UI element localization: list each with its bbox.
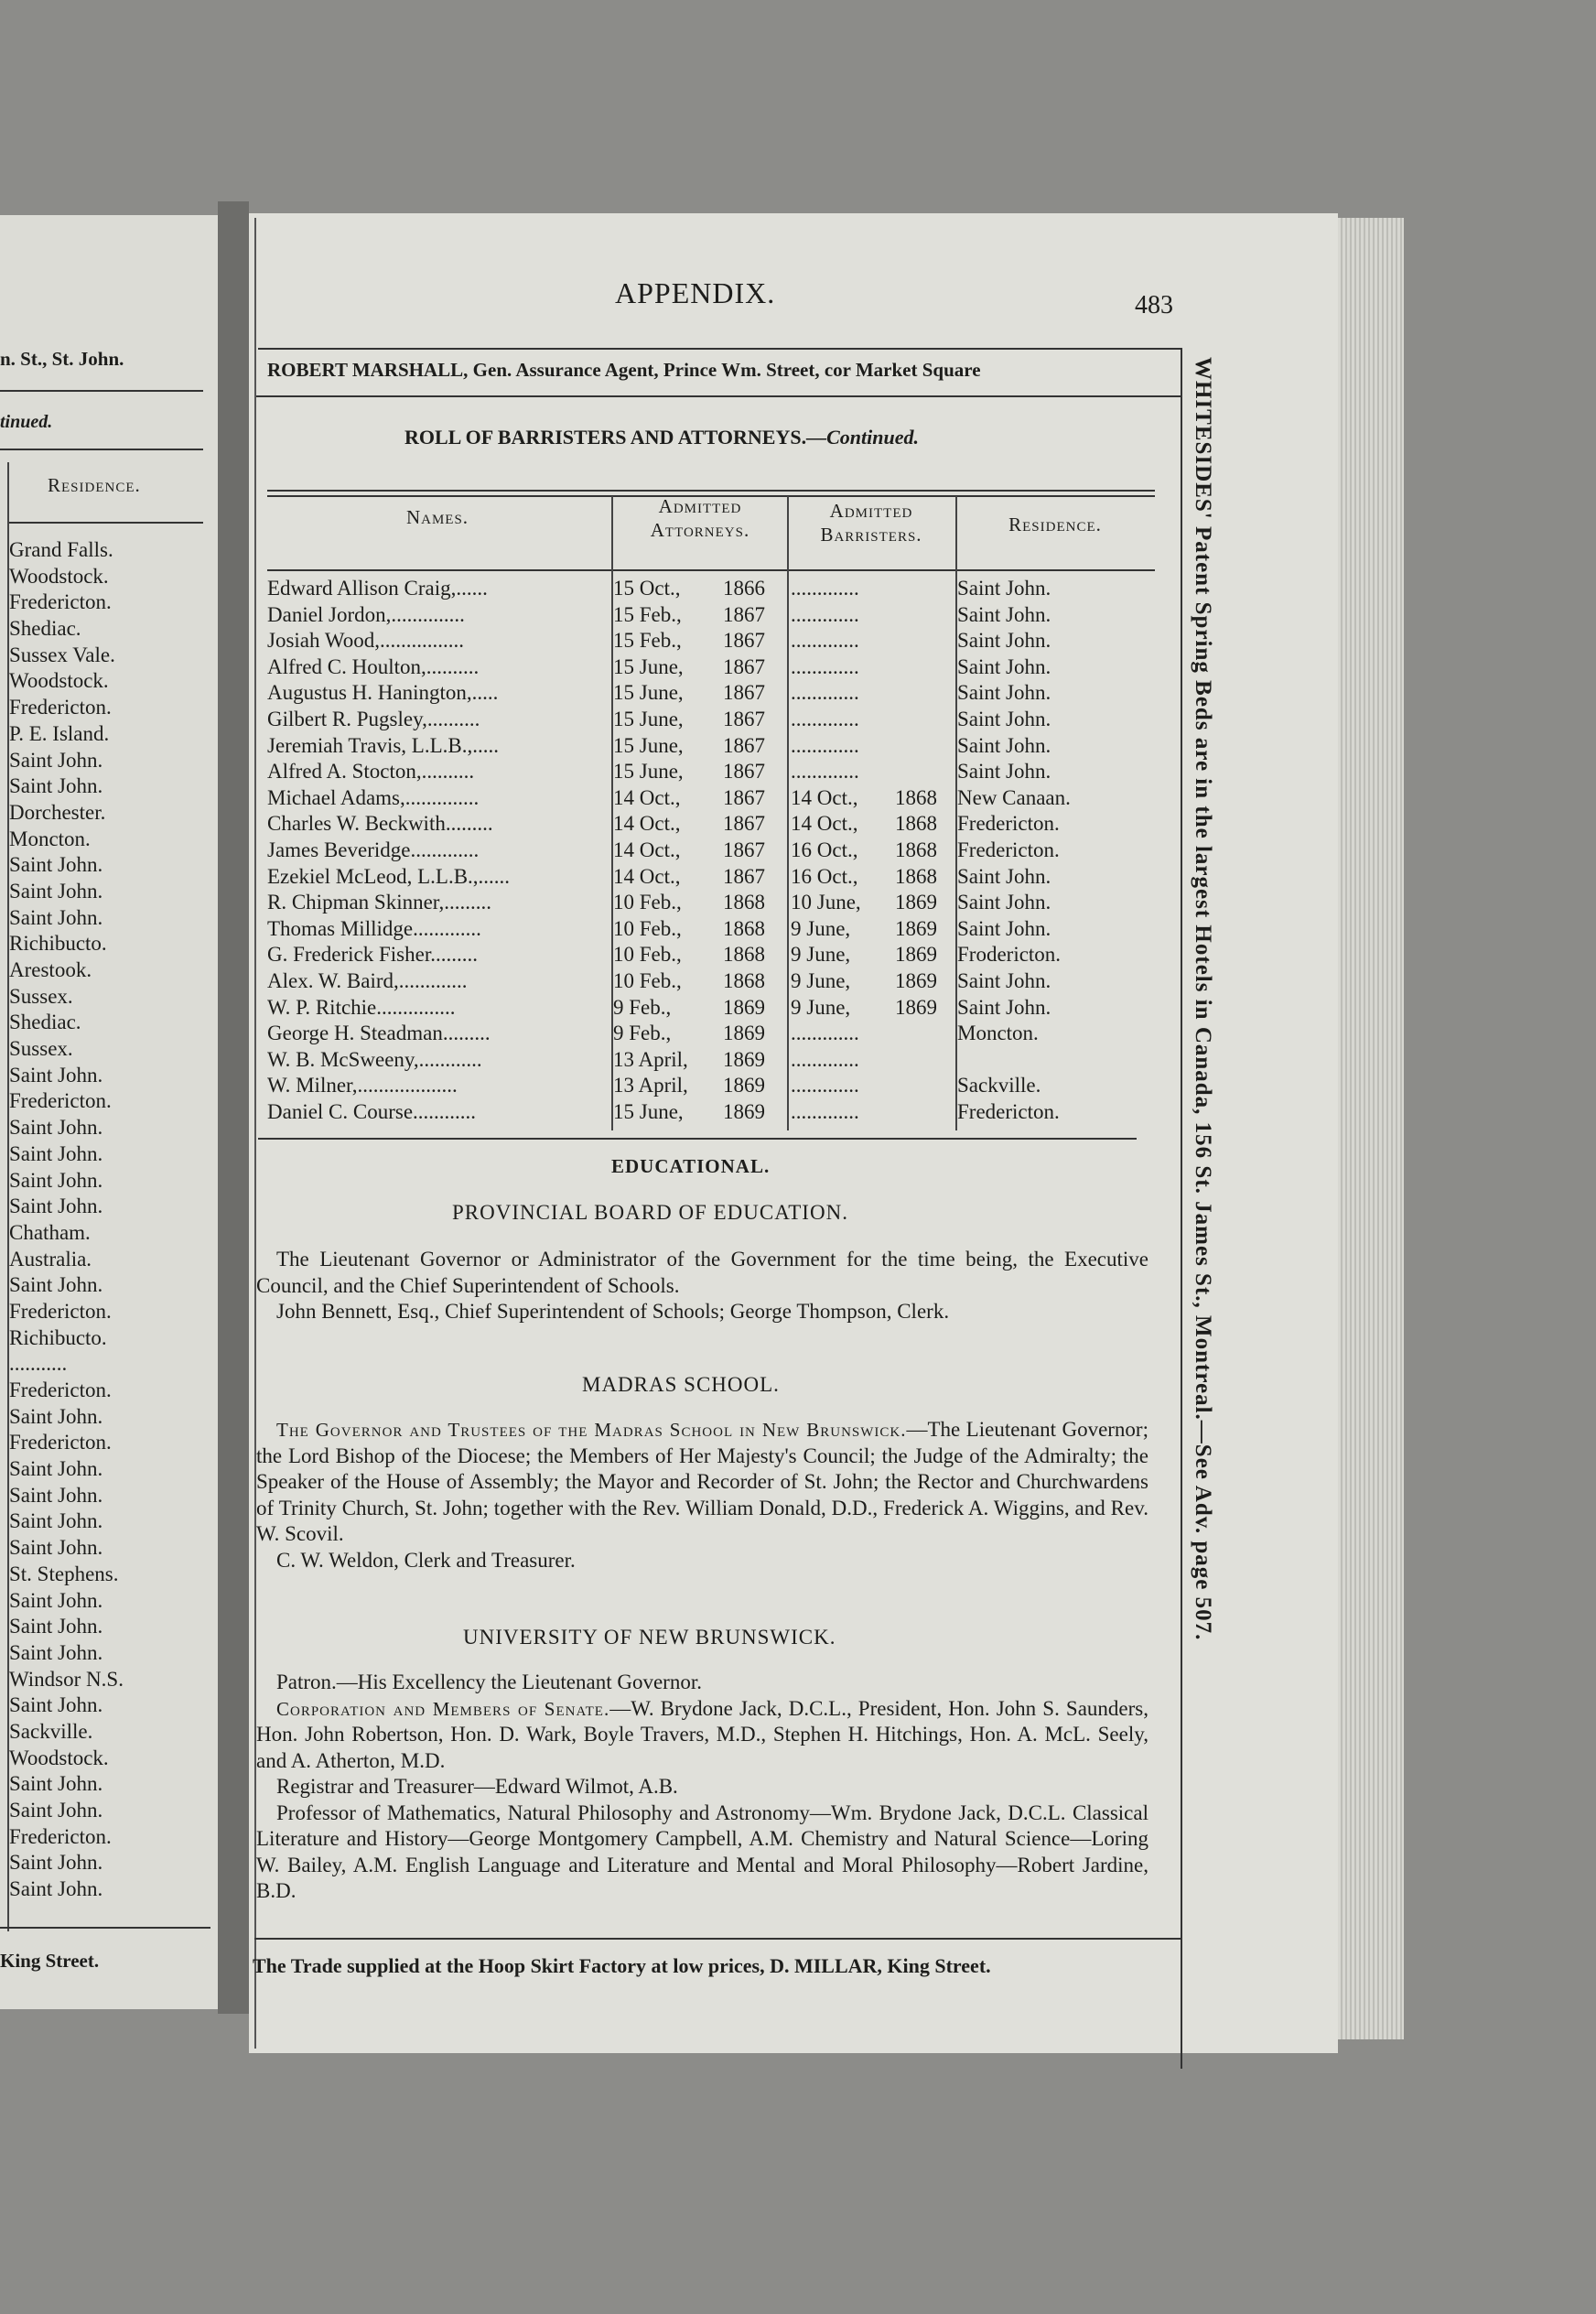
roll-attorney-date: 14 Oct., bbox=[613, 785, 681, 809]
table-row bbox=[267, 968, 1182, 995]
roll-name: Edward Allison Craig,...... bbox=[267, 577, 488, 600]
roll-attorney-year: 1867 bbox=[723, 602, 765, 626]
top-advertisement: ROBERT MARSHALL, Gen. Assurance Agent, Prince Wm. Street, cor Market Square bbox=[267, 359, 981, 381]
roll-name: George H. Steadman......... bbox=[267, 1022, 491, 1045]
roll-attorney-year: 1868 bbox=[723, 943, 765, 967]
side-advertisement-text: WHITESIDES' Patent Spring Beds are in the largest Hotels in Canada, 156 St. James St., Montreal.—See Adv. page 507. bbox=[1191, 357, 1215, 1641]
table-row bbox=[267, 811, 1182, 838]
left-residence-item: Saint John. bbox=[9, 1457, 103, 1481]
roll-name: W. Milner,................... bbox=[267, 1074, 458, 1098]
provincial-board-heading: PROVINCIAL BOARD OF EDUCATION. bbox=[452, 1201, 848, 1224]
roll-name: Thomas Millidge............. bbox=[267, 916, 481, 940]
table-row bbox=[267, 707, 1182, 733]
roll-residence: Saint John. bbox=[957, 916, 1051, 940]
roll-residence: Saint John. bbox=[957, 995, 1051, 1019]
roll-name: Daniel Jordon,.............. bbox=[267, 602, 465, 626]
page-edges bbox=[1338, 218, 1404, 2039]
table-row bbox=[267, 628, 1182, 654]
unb-paragraph-registrar: Registrar and Treasurer—Edward Wilmot, A.B. bbox=[276, 1775, 678, 1798]
left-residence-item: Fredericton. bbox=[9, 1824, 112, 1848]
left-residence-item: Saint John. bbox=[9, 1772, 103, 1796]
roll-barrister-year: 1868 bbox=[895, 785, 937, 809]
left-table-top-rule bbox=[0, 449, 203, 450]
roll-attorney-year: 1867 bbox=[723, 838, 765, 861]
left-residence-item: ........... bbox=[9, 1352, 68, 1376]
roll-attorney-date: 15 Feb., bbox=[613, 602, 682, 626]
ad-box-top-rule bbox=[258, 348, 1182, 350]
roll-title: ROLL OF BARRISTERS AND ATTORNEYS.—Continued. bbox=[404, 426, 919, 449]
roll-barrister-date: ............. bbox=[791, 707, 859, 730]
table-head-rule bbox=[267, 569, 1155, 571]
left-residence-item: Shediac. bbox=[9, 617, 81, 641]
table-row bbox=[267, 1073, 1182, 1099]
roll-attorney-date: 15 Oct., bbox=[613, 577, 681, 600]
roll-attorney-date: 10 Feb., bbox=[613, 916, 682, 940]
table-row bbox=[267, 838, 1182, 864]
roll-attorney-year: 1869 bbox=[723, 1047, 765, 1071]
left-residence-item: Sussex. bbox=[9, 984, 73, 1008]
left-header-rule bbox=[0, 390, 203, 392]
left-continued-label: tinued. bbox=[0, 412, 53, 432]
roll-attorney-year: 1867 bbox=[723, 707, 765, 730]
roll-barrister-year: 1869 bbox=[895, 891, 937, 914]
table-row bbox=[267, 1099, 1182, 1126]
roll-attorney-year: 1867 bbox=[723, 864, 765, 888]
roll-barrister-date: 14 Oct., bbox=[791, 812, 858, 836]
roll-barrister-date: 9 June, bbox=[791, 995, 851, 1019]
left-residence-item: Saint John. bbox=[9, 853, 103, 877]
left-residence-item: Sussex Vale. bbox=[9, 643, 115, 666]
roll-attorney-year: 1867 bbox=[723, 812, 765, 836]
col-head-residence: Residence. bbox=[1008, 514, 1102, 535]
table-row bbox=[267, 733, 1182, 760]
provincial-board-text bbox=[256, 1247, 1148, 1325]
roll-name: Charles W. Beckwith......... bbox=[267, 812, 493, 836]
roll-attorney-date: 15 June, bbox=[613, 707, 684, 730]
roll-attorney-date: 9 Feb., bbox=[613, 995, 672, 1019]
book-gutter bbox=[218, 201, 249, 2014]
left-residence-item: Saint John. bbox=[9, 748, 103, 772]
roll-attorney-date: 13 April, bbox=[613, 1074, 688, 1098]
roll-residence: Sackville. bbox=[957, 1074, 1041, 1098]
roll-attorney-date: 10 Feb., bbox=[613, 968, 682, 992]
roll-barrister-date: ............. bbox=[791, 681, 859, 705]
roll-barrister-year: 1868 bbox=[895, 864, 937, 888]
left-residence-item: Saint John. bbox=[9, 1404, 103, 1428]
roll-barrister-date: ............. bbox=[791, 629, 859, 653]
roll-barrister-date: 16 Oct., bbox=[791, 864, 858, 888]
roll-name: Alfred A. Stocton,.......... bbox=[267, 760, 475, 784]
left-residence-item: Fredericton. bbox=[9, 1379, 112, 1401]
roll-attorney-date: 15 June, bbox=[613, 1099, 684, 1123]
left-residence-item: Saint John. bbox=[9, 1509, 103, 1533]
roll-attorney-date: 15 June, bbox=[613, 654, 684, 678]
educational-heading: EDUCATIONAL. bbox=[611, 1155, 771, 1177]
bottom-advertisement: The Trade supplied at the Hoop Skirt Factory at low prices, D. MILLAR, King Street. bbox=[253, 1954, 991, 1977]
roll-attorney-year: 1869 bbox=[723, 1074, 765, 1098]
left-residence-item: Saint John. bbox=[9, 879, 103, 903]
roll-residence: New Canaan. bbox=[957, 785, 1071, 809]
roll-barrister-year: 1869 bbox=[895, 916, 937, 940]
left-residence-item: Chatham. bbox=[9, 1220, 91, 1244]
roll-residence: Fredericton. bbox=[957, 812, 1060, 836]
footer-rule bbox=[254, 1938, 1181, 1940]
left-residence-item: Saint John. bbox=[9, 1799, 103, 1822]
roll-barrister-year: 1869 bbox=[895, 968, 937, 992]
roll-attorney-date: 10 Feb., bbox=[613, 943, 682, 967]
roll-attorney-year: 1868 bbox=[723, 891, 765, 914]
roll-barrister-date: ............. bbox=[791, 654, 859, 678]
table-row bbox=[267, 759, 1182, 785]
roll-barrister-date: 9 June, bbox=[791, 916, 851, 940]
table-row bbox=[267, 602, 1182, 629]
roll-name: Augustus H. Hanington,..... bbox=[267, 681, 499, 705]
roll-name: G. Frederick Fisher......... bbox=[267, 943, 478, 967]
madras-paragraph-2: C. W. Weldon, Clerk and Treasurer. bbox=[276, 1548, 576, 1572]
left-residence-item: Saint John. bbox=[9, 1483, 103, 1507]
roll-attorney-year: 1869 bbox=[723, 1022, 765, 1045]
table-row bbox=[267, 916, 1182, 943]
roll-barrister-date: ............. bbox=[791, 1074, 859, 1098]
col-head-names: Names. bbox=[405, 506, 469, 528]
left-residence-item: Moncton. bbox=[9, 827, 91, 850]
roll-attorney-year: 1869 bbox=[723, 995, 765, 1019]
roll-barrister-date: ............. bbox=[791, 1099, 859, 1123]
madras-body: —The Lieutenant Governor; the Lord Bishop of the Diocese; the Members of Her Majesty's Council; the Judge of the Admiralty; the Speaker of the House of Assembly; the Mayor and Recorder of St. John; the Rector and Churchwardens of Trinity Church, St. John; together with the Rev. William Donald, D.D., Frederick A. Wiggins, and Rev. W. Scovil. bbox=[256, 1418, 1148, 1545]
unb-paragraph-patron: Patron.—His Excellency the Lieutenant Governor. bbox=[276, 1671, 702, 1693]
roll-name: W. P. Ritchie............... bbox=[267, 995, 456, 1019]
roll-barrister-date: ............. bbox=[791, 733, 859, 757]
roll-attorney-date: 15 June, bbox=[613, 733, 684, 757]
left-residence-item: Saint John. bbox=[9, 1168, 103, 1192]
roll-attorney-date: 15 Feb., bbox=[613, 629, 682, 653]
roll-name: R. Chipman Skinner,......... bbox=[267, 891, 492, 914]
roll-attorney-year: 1868 bbox=[723, 916, 765, 940]
left-residence-item: Shediac. bbox=[9, 1011, 81, 1034]
provincial-paragraph-1: The Lieutenant Governor or Administrator of the Government for the time being, the Executive Council, and the Chief Superintendent of Schools. bbox=[256, 1248, 1148, 1297]
left-residence-item: Fredericton. bbox=[9, 1431, 112, 1454]
roll-residence: Saint John. bbox=[957, 733, 1051, 757]
roll-barrister-date: 16 Oct., bbox=[791, 838, 858, 861]
roll-residence: Saint John. bbox=[957, 629, 1051, 653]
roll-barrister-date: ............. bbox=[791, 577, 859, 600]
left-bottom-rule bbox=[0, 1927, 210, 1929]
roll-residence: Saint John. bbox=[957, 654, 1051, 678]
madras-school-heading: MADRAS SCHOOL. bbox=[582, 1373, 780, 1396]
roll-attorney-year: 1867 bbox=[723, 654, 765, 678]
left-residence-item: Saint John. bbox=[9, 1640, 103, 1664]
roll-attorney-year: 1867 bbox=[723, 681, 765, 705]
page-number: 483 bbox=[1135, 291, 1173, 319]
roll-name: Gilbert R. Pugsley,.......... bbox=[267, 707, 480, 730]
table-row bbox=[267, 1021, 1182, 1047]
roll-attorney-year: 1867 bbox=[723, 760, 765, 784]
table-row bbox=[267, 864, 1182, 891]
left-residence-item: Sussex. bbox=[9, 1037, 73, 1061]
left-residence-item: Richibucto. bbox=[9, 932, 107, 956]
left-residence-item: Richibucto. bbox=[9, 1325, 107, 1349]
left-residence-item: Saint John. bbox=[9, 905, 103, 929]
unb-senate-lead: Corporation and Members of Senate. bbox=[276, 1697, 610, 1720]
left-residence-item: Saint John. bbox=[9, 1877, 103, 1901]
unb-senate-body: —W. Brydone Jack, D.C.L., President, Hon. John S. Saunders, Hon. John Robertson, Hon. D. Wark, Boyle Travers, M.D., Stephen H. Hitchings, Hon. A. McL. Seely, and A. Atherton, M.D. bbox=[256, 1696, 1148, 1772]
roll-attorney-date: 14 Oct., bbox=[613, 864, 681, 888]
roll-name: Daniel C. Course............ bbox=[267, 1099, 477, 1123]
left-residence-item: P. E. Island. bbox=[9, 721, 110, 745]
table-row bbox=[267, 942, 1182, 968]
left-residence-item: Grand Falls. bbox=[9, 538, 113, 561]
roll-attorney-year: 1867 bbox=[723, 629, 765, 653]
roll-barrister-year: 1869 bbox=[895, 943, 937, 967]
table-row bbox=[267, 995, 1182, 1022]
left-residence-item: Dorchester. bbox=[9, 800, 106, 824]
side-advertisement bbox=[1188, 357, 1224, 1986]
roll-barrister-year: 1868 bbox=[895, 838, 937, 861]
roll-residence: Fredericton. bbox=[957, 1099, 1060, 1123]
ad-top-bottom-rule bbox=[256, 395, 1182, 397]
left-residence-item: Saint John. bbox=[9, 1273, 103, 1297]
left-residence-item: Sackville. bbox=[9, 1719, 93, 1743]
roll-attorney-date: 13 April, bbox=[613, 1047, 688, 1071]
roll-barrister-year: 1868 bbox=[895, 812, 937, 836]
roll-barrister-date: ............. bbox=[791, 760, 859, 784]
unb-paragraph-professors: Professor of Mathematics, Natural Philosophy and Astronomy—Wm. Brydone Jack, D.C.L. Classical Literature and History—George Montgomery Campbell, A.M. Chemistry and Natural Science—Loring W. Bailey, A.M. English Language and Literature and Mental and Moral Philosophy—Robert Jardine, B.D. bbox=[256, 1800, 1148, 1902]
left-residence-item: Saint John. bbox=[9, 1195, 103, 1218]
roll-attorney-date: 15 June, bbox=[613, 681, 684, 705]
left-residence-item: Saint John. bbox=[9, 1851, 103, 1875]
left-residence-item: Windsor N.S. bbox=[9, 1667, 124, 1691]
left-residence-item: Saint John. bbox=[9, 1116, 103, 1140]
left-residence-list bbox=[9, 537, 210, 1903]
table-row bbox=[267, 576, 1182, 602]
col-head-barristers: Admitted Barristers. bbox=[820, 500, 922, 546]
roll-attorney-year: 1866 bbox=[723, 577, 765, 600]
madras-school-text bbox=[256, 1417, 1148, 1573]
unb-text bbox=[256, 1670, 1148, 1905]
left-residence-item: Woodstock. bbox=[9, 1746, 109, 1769]
roll-barrister-date: 10 June, bbox=[791, 891, 861, 914]
left-page-footer: King Street. bbox=[0, 1950, 100, 1972]
roll-name: James Beveridge............. bbox=[267, 838, 480, 861]
left-column-head-rule bbox=[9, 522, 203, 524]
left-residence-item: Australia. bbox=[9, 1247, 92, 1271]
unb-heading: UNIVERSITY OF NEW BRUNSWICK. bbox=[463, 1626, 836, 1649]
left-column-head-residence: Residence. bbox=[48, 474, 141, 496]
roll-attorney-date: 10 Feb., bbox=[613, 891, 682, 914]
table-row bbox=[267, 1047, 1182, 1074]
table-row bbox=[267, 680, 1182, 707]
table-top-rule-1 bbox=[267, 490, 1155, 492]
left-residence-item: Saint John. bbox=[9, 1536, 103, 1560]
left-residence-item: Woodstock. bbox=[9, 669, 109, 693]
left-residence-item: Woodstock. bbox=[9, 564, 109, 588]
left-residence-item: Saint John. bbox=[9, 1588, 103, 1612]
roll-attorney-year: 1867 bbox=[723, 785, 765, 809]
table-row bbox=[267, 785, 1182, 812]
table-row bbox=[267, 890, 1182, 916]
roll-barrister-date: ............. bbox=[791, 602, 859, 626]
left-residence-item: Fredericton. bbox=[9, 696, 112, 719]
roll-name: Michael Adams,.............. bbox=[267, 785, 480, 809]
left-residence-item: Saint John. bbox=[9, 1063, 103, 1087]
roll-residence: Saint John. bbox=[957, 602, 1051, 626]
roll-attorney-date: 14 Oct., bbox=[613, 812, 681, 836]
roll-residence: Saint John. bbox=[957, 968, 1051, 992]
left-residence-item: St. Stephens. bbox=[9, 1562, 119, 1585]
unb-paragraph-senate bbox=[256, 1696, 1148, 1775]
roll-residence: Saint John. bbox=[957, 760, 1051, 784]
roll-name: Alfred C. Houlton,.......... bbox=[267, 654, 480, 678]
roll-attorney-date: 9 Feb., bbox=[613, 1022, 672, 1045]
roll-residence: Saint John. bbox=[957, 681, 1051, 705]
roll-name: Alex. W. Baird,............. bbox=[267, 968, 468, 992]
roll-barrister-date: 9 June, bbox=[791, 968, 851, 992]
roll-residence: Saint John. bbox=[957, 891, 1051, 914]
left-residence-item: Saint John. bbox=[9, 1693, 103, 1717]
table-row bbox=[267, 654, 1182, 681]
roll-name: Jeremiah Travis, L.L.B.,..... bbox=[267, 733, 499, 757]
roll-residence: Saint John. bbox=[957, 577, 1051, 600]
roll-barrister-year: 1869 bbox=[895, 995, 937, 1019]
roll-attorney-year: 1869 bbox=[723, 1099, 765, 1123]
left-page-header: n. St., St. John. bbox=[0, 348, 124, 370]
roll-residence: Frodericton. bbox=[957, 943, 1062, 967]
table-bottom-rule bbox=[258, 1138, 1137, 1140]
left-residence-item: Saint John. bbox=[9, 774, 103, 798]
roll-table-body bbox=[267, 576, 1182, 1125]
roll-name: Josiah Wood,................ bbox=[267, 629, 464, 653]
roll-barrister-date: 9 June, bbox=[791, 943, 851, 967]
left-residence-item: Fredericton. bbox=[9, 590, 112, 614]
roll-residence: Saint John. bbox=[957, 864, 1051, 888]
madras-lead: The Governor and Trustees of the Madras School in New Brunswick. bbox=[276, 1419, 907, 1441]
roll-barrister-date: 14 Oct., bbox=[791, 785, 858, 809]
roll-residence: Moncton. bbox=[957, 1022, 1039, 1045]
roll-attorney-year: 1868 bbox=[723, 968, 765, 992]
madras-paragraph-1 bbox=[256, 1417, 1148, 1548]
col-head-attorneys: Admitted Attorneys. bbox=[650, 495, 750, 541]
roll-residence: Saint John. bbox=[957, 707, 1051, 730]
roll-attorney-year: 1867 bbox=[723, 733, 765, 757]
left-residence-item: Saint John. bbox=[9, 1141, 103, 1165]
left-residence-item: Fredericton. bbox=[9, 1299, 112, 1323]
roll-residence: Fredericton. bbox=[957, 838, 1060, 861]
left-residence-item: Saint John. bbox=[9, 1615, 103, 1638]
provincial-paragraph-2: John Bennett, Esq., Chief Superintendent of Schools; George Thompson, Clerk. bbox=[276, 1300, 950, 1323]
roll-attorney-date: 15 June, bbox=[613, 760, 684, 784]
running-head: APPENDIX. bbox=[615, 276, 776, 309]
roll-barrister-date: ............. bbox=[791, 1022, 859, 1045]
roll-name: W. B. McSweeny,............ bbox=[267, 1047, 482, 1071]
roll-name: Ezekiel McLeod, L.L.B.,...... bbox=[267, 864, 511, 888]
left-residence-item: Fredericton. bbox=[9, 1089, 112, 1113]
roll-attorney-date: 14 Oct., bbox=[613, 838, 681, 861]
left-residence-item: Arestook. bbox=[9, 958, 92, 981]
roll-barrister-date: ............. bbox=[791, 1047, 859, 1071]
